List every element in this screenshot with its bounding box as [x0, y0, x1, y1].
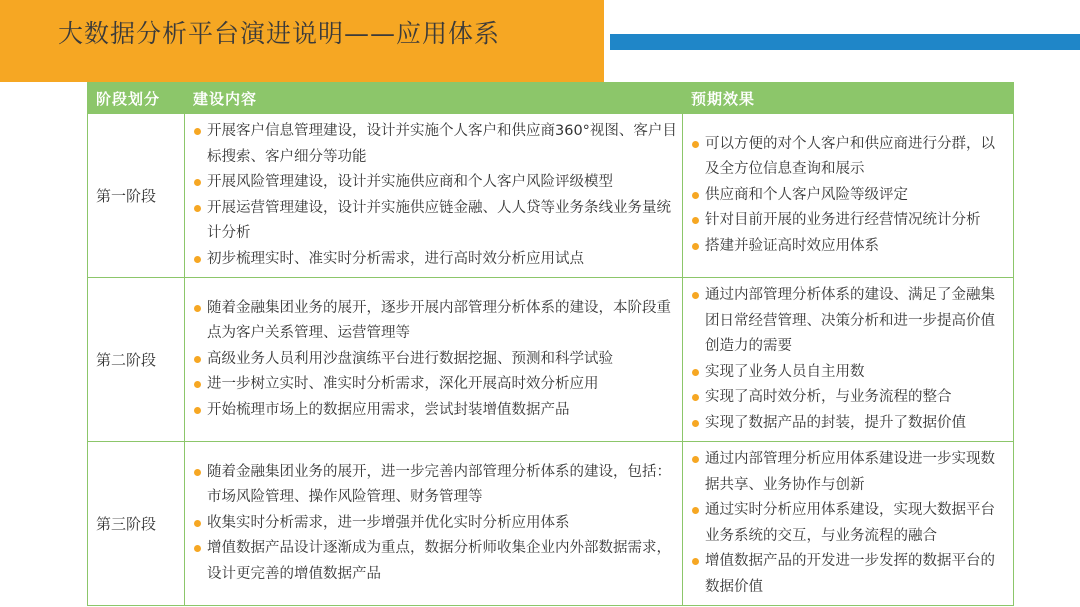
- bullet-icon: [692, 292, 699, 299]
- content-cell: [185, 278, 683, 442]
- bullet-icon: [692, 558, 699, 565]
- bullet-icon: [692, 217, 699, 224]
- effect-cell: [683, 278, 1014, 442]
- page-title: 大数据分析平台演进说明——应用体系: [58, 19, 501, 48]
- list-item: 通过内部管理分析体系的建设、满足了金融集团日常经营管理、决策分析和进一步提高价值创造力的需要: [689, 283, 1009, 360]
- list-item: 初步梳理实时、准实时分析需求，进行高时效分析应用试点: [191, 247, 678, 273]
- list-item: 实现了数据产品的封装，提升了数据价值: [689, 411, 1009, 437]
- header-effect: 预期效果: [683, 83, 1014, 114]
- list-item: 供应商和个人客户风险等级评定: [689, 183, 1009, 209]
- bullet-icon: [692, 394, 699, 401]
- bullet-icon: [194, 356, 201, 363]
- table-row: [88, 442, 1014, 606]
- bullet-icon: [194, 205, 201, 212]
- list-item: 随着金融集团业务的展开，逐步开展内部管理分析体系的建设，本阶段重点为客户关系管理、运营管理等: [191, 296, 678, 347]
- bullet-icon: [194, 520, 201, 527]
- list-item: 收集实时分析需求，进一步增强并优化实时分析应用体系: [191, 511, 678, 537]
- stages-table: [87, 82, 1014, 606]
- list-item: 高级业务人员利用沙盘演练平台进行数据挖掘、预测和科学试验: [191, 347, 678, 373]
- bullet-icon: [692, 507, 699, 514]
- stripe-separator: [604, 34, 610, 50]
- bullet-icon: [692, 141, 699, 148]
- list-item: 实现了业务人员自主用数: [689, 360, 1009, 386]
- bullet-icon: [194, 407, 201, 414]
- bullet-icon: [692, 369, 699, 376]
- list-item: 通过内部管理分析应用体系建设进一步实现数据共享、业务协作与创新: [689, 447, 1009, 498]
- list-item: 实现了高时效分析，与业务流程的整合: [689, 385, 1009, 411]
- list-item: 开展运营管理建设，设计并实施供应链金融、人人贷等业务条线业务量统计分析: [191, 196, 678, 247]
- table-row: [88, 278, 1014, 442]
- effect-cell: [683, 442, 1014, 606]
- bullet-icon: [194, 179, 201, 186]
- table-header-row: [88, 83, 1014, 114]
- list-item: 开展风险管理建设，设计并实施供应商和个人客户风险评级模型: [191, 170, 678, 196]
- bullet-icon: [194, 128, 201, 135]
- bullet-icon: [194, 545, 201, 552]
- table-row: [88, 114, 1014, 278]
- list-item: 进一步树立实时、准实时分析需求，深化开展高时效分析应用: [191, 372, 678, 398]
- list-item: 开始梳理市场上的数据应用需求，尝试封装增值数据产品: [191, 398, 678, 424]
- content-cell: [185, 442, 683, 606]
- list-item: 搭建并验证高时效应用体系: [689, 234, 1009, 260]
- stage-label: 第二阶段: [88, 278, 185, 442]
- bullet-icon: [194, 469, 201, 476]
- bullet-icon: [692, 243, 699, 250]
- list-item: 增值数据产品设计逐渐成为重点，数据分析师收集企业内外部数据需求，设计更完善的增值数据产品: [191, 536, 678, 587]
- header-stage: 阶段划分: [88, 83, 185, 114]
- effect-cell: [683, 114, 1014, 278]
- list-item: 针对目前开展的业务进行经营情况统计分析: [689, 208, 1009, 234]
- bullet-icon: [692, 456, 699, 463]
- decorative-stripe: [604, 34, 1080, 50]
- list-item: 增值数据产品的开发进一步发挥的数据平台的数据价值: [689, 549, 1009, 600]
- content-cell: [185, 114, 683, 278]
- stage-label: 第一阶段: [88, 114, 185, 278]
- bullet-icon: [194, 381, 201, 388]
- bullet-icon: [692, 420, 699, 427]
- list-item: 通过实时分析应用体系建设，实现大数据平台业务系统的交互，与业务流程的融合: [689, 498, 1009, 549]
- stage-label: 第三阶段: [88, 442, 185, 606]
- bullet-icon: [692, 192, 699, 199]
- bullet-icon: [194, 256, 201, 263]
- list-item: 随着金融集团业务的展开，进一步完善内部管理分析体系的建设，包括：市场风险管理、操作风险管理、财务管理等: [191, 460, 678, 511]
- list-item: 开展客户信息管理建设，设计并实施个人客户和供应商360°视图、客户目标搜索、客户细分等功能: [191, 119, 678, 170]
- header-content: 建设内容: [185, 83, 683, 114]
- bullet-icon: [194, 305, 201, 312]
- list-item: 可以方便的对个人客户和供应商进行分群，以及全方位信息查询和展示: [689, 132, 1009, 183]
